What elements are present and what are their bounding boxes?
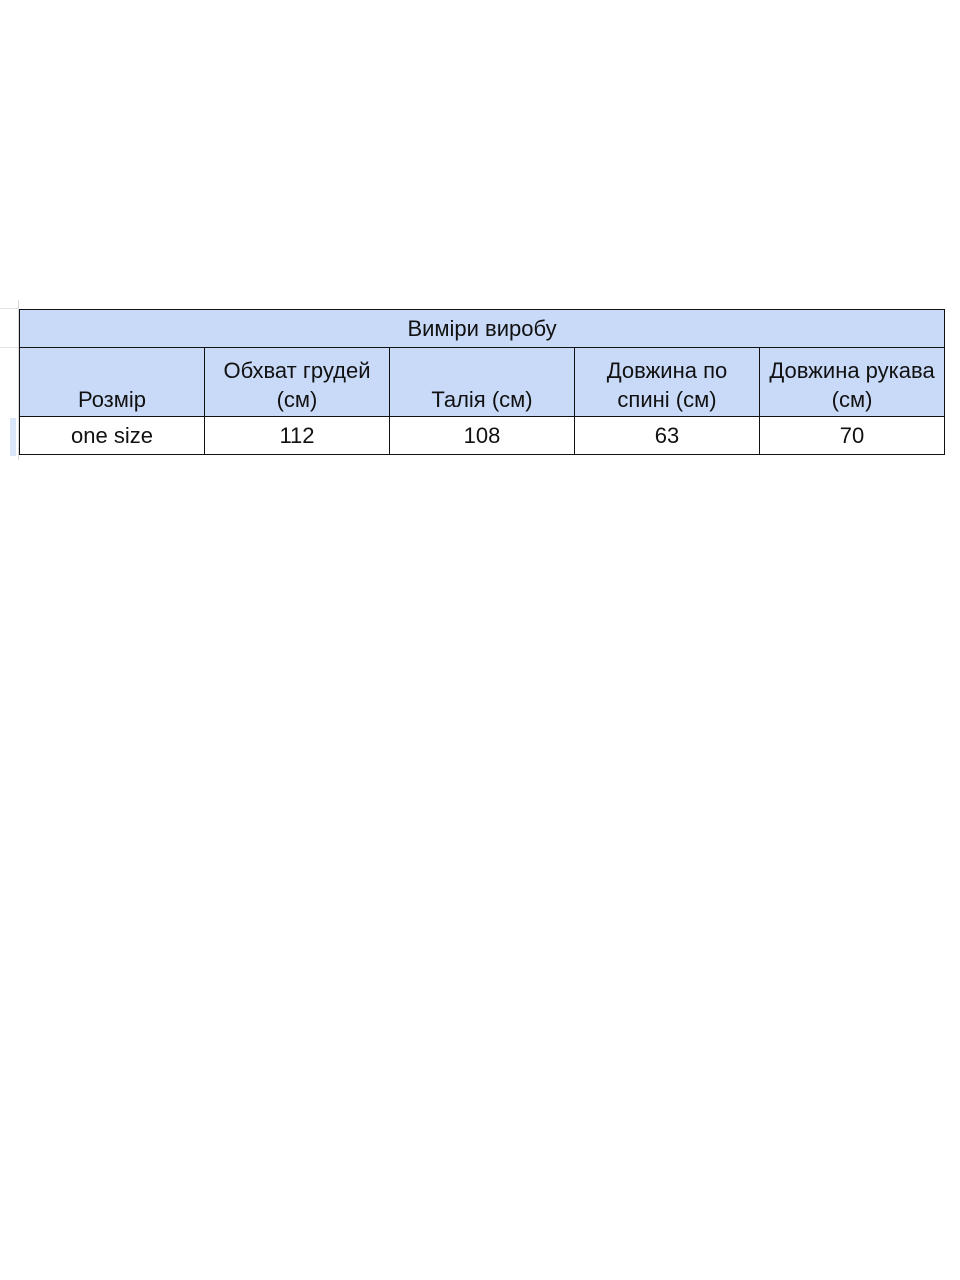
header-waist[interactable]: Талія (см) bbox=[390, 348, 575, 417]
cell-sleeve-length[interactable]: 70 bbox=[760, 417, 945, 455]
row-selection-marker bbox=[10, 418, 16, 456]
cell-size[interactable]: one size bbox=[20, 417, 205, 455]
size-measurements-table bbox=[19, 309, 945, 455]
cell-back-length[interactable]: 63 bbox=[575, 417, 760, 455]
table-row bbox=[20, 417, 945, 455]
sheet-gridline bbox=[0, 308, 18, 309]
header-back-length[interactable]: Довжина по спині (см) bbox=[575, 348, 760, 417]
cell-chest[interactable]: 112 bbox=[205, 417, 390, 455]
cell-waist[interactable]: 108 bbox=[390, 417, 575, 455]
header-sleeve-length[interactable]: Довжина рукава (см) bbox=[760, 348, 945, 417]
header-size[interactable]: Розмір bbox=[20, 348, 205, 417]
table-header-row bbox=[20, 348, 945, 417]
table-title-row bbox=[20, 310, 945, 348]
header-chest[interactable]: Обхват грудей (см) bbox=[205, 348, 390, 417]
sheet-gridline bbox=[0, 347, 18, 348]
table-title[interactable]: Виміри виробу bbox=[20, 310, 945, 348]
